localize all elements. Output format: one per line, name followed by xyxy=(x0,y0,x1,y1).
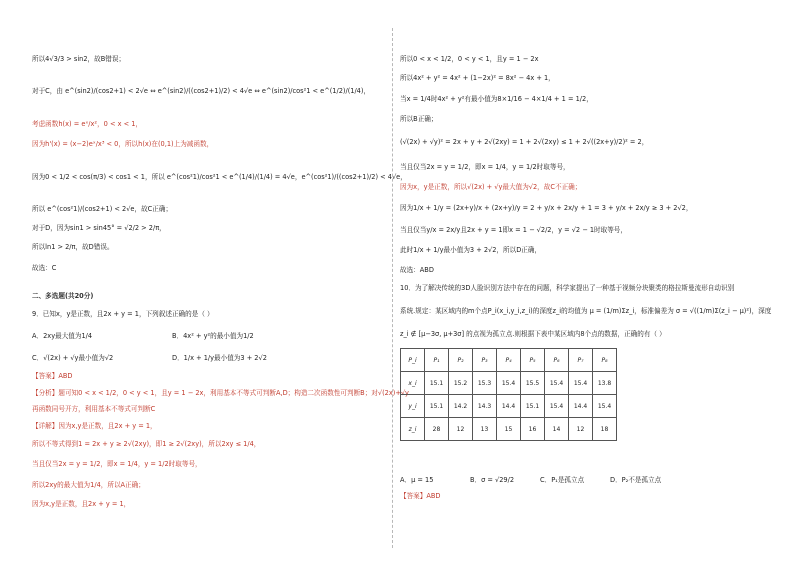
table-cell: x_i xyxy=(401,372,425,395)
right-line-10: 此时1/x + 1/y最小值为3 + 2√2，所以D正确， xyxy=(400,246,542,254)
left-solution-line: 故选：C xyxy=(32,264,57,272)
q9-detail-line-4: 所以2xy的最大值为1/4，所以A正确； xyxy=(32,481,145,489)
q9-analysis-line-1: 【分析】题可知0 < x < 1/2，0 < y < 1，且y = 1 − 2x，利用基本不等式可判断A,D；构造二次函数性可判断B；对√(2x)+√y xyxy=(32,389,409,397)
table-cell: z_i xyxy=(401,418,425,441)
table-cell: 15 xyxy=(497,418,521,441)
q9-stem: 9．已知x，y是正数，且2x + y = 1，下列叙述正确的是（ ） xyxy=(32,310,214,318)
table-cell: 15.1 xyxy=(521,395,545,418)
q9-detail-line-3: 当且仅当2x = y = 1/2，即x = 1/4，y = 1/2时取等号， xyxy=(32,460,202,468)
table-cell: 14.4 xyxy=(569,395,593,418)
right-line-4: 所以B正确； xyxy=(400,115,438,123)
q10-option-c: C．P₁是孤立点 xyxy=(540,476,585,484)
left-solution-line: 所以 e^(cos²1)/(cos2+1) < 2√e，故C正确； xyxy=(32,205,173,213)
q10-line-3: z_i ∉ [μ−3σ, μ+3σ] 的点视为孤立点.则根据下表中某区域内8个点的数据，正确的有（ ） xyxy=(400,330,666,338)
left-solution-line: 所以4√3/3 > sin2，故B错误； xyxy=(32,55,126,63)
right-line-6: 当且仅当2x = y = 1/2，即x = 1/4，y = 1/2时取等号， xyxy=(400,163,570,171)
table-cell: 15.4 xyxy=(497,372,521,395)
table-header-cell: P₅ xyxy=(521,349,545,372)
q9-option-c: C．√(2x) + √y最小值为√2 xyxy=(32,354,114,362)
right-line-9: 当且仅当y/x = 2x/y且2x + y = 1即x = 1 − √2/2，y = √2 − 1时取等号， xyxy=(400,226,627,234)
table-cell: 15.1 xyxy=(425,372,449,395)
q9-analysis-line-2: 再函数同号开方，利用基本不等式可判断C xyxy=(32,405,156,413)
table-cell: 15.5 xyxy=(521,372,545,395)
table-header-cell: P_i xyxy=(401,349,425,372)
left-solution-line: 所以ln1 > 2/π，故D错误。 xyxy=(32,243,114,251)
q10-option-a: A．μ = 15 xyxy=(400,476,434,484)
left-solution-line: 对于C，由 e^(sin2)/(cos2+1) < 2√e ⇔ e^(sin2)/((cos2+1)/2) < 4√e ⇔ e^(sin2)/cos²1 < e^(1/2)/(1/4)， xyxy=(32,87,371,95)
q9-detail-line-5: 因为x,y是正数，且2x + y = 1， xyxy=(32,500,131,508)
left-solution-line: 因为h'(x) = (x−2)eˣ/x³ < 0，所以h(x)在(0,1)上为减函数， xyxy=(32,140,214,148)
table-cell: 13 xyxy=(473,418,497,441)
q10-line-2: 系统.规定：某区域内的m个点P_i(x_i,y_i,z_i)的深度z_i的均值为 μ = (1/m)Σz_i，标准偏差为 σ = √((1/m)Σ(z_i − μ)²)，深度 xyxy=(400,307,772,315)
table-cell: 28 xyxy=(425,418,449,441)
right-line-8: 因为1/x + 1/y = (2x+y)/x + (2x+y)/y = 2 + y/x + 2x/y + 1 = 3 + y/x + 2x/y ≥ 3 + 2√2， xyxy=(400,204,693,212)
table-cell: 15.2 xyxy=(449,372,473,395)
table-header-cell: P₁ xyxy=(425,349,449,372)
table-cell: 15.4 xyxy=(569,372,593,395)
table-header-cell: P₈ xyxy=(593,349,617,372)
q9-detail-line-2: 所以不等式得到1 = 2x + y ≥ 2√(2xy)，即1 ≥ 2√(2xy)，所以2xy ≤ 1/4， xyxy=(32,440,261,448)
table-cell: 14.4 xyxy=(497,395,521,418)
table-cell: 14.2 xyxy=(449,395,473,418)
table-cell: 12 xyxy=(449,418,473,441)
right-line-1: 所以0 < x < 1/2，0 < y < 1，且y = 1 − 2x xyxy=(400,55,539,63)
table-cell: 15.4 xyxy=(545,372,569,395)
q9-answer: 【答案】ABD xyxy=(32,372,73,380)
q10-line-1: 10．为了解决传统的3D人脸识别方法中存在的问题，科学家提出了一种基于视频分块聚类的格拉斯曼流形自动识别 xyxy=(400,284,735,292)
table-cell: 15.4 xyxy=(545,395,569,418)
table-row xyxy=(401,395,617,418)
right-line-5: (√(2x) + √y)² = 2x + y + 2√(2xy) = 1 + 2√(2xy) ≤ 1 + 2√((2x+y)/2)² = 2， xyxy=(400,138,649,146)
left-solution-line: 对于D，因为sin1 > sin45° = √2/2 > 2/π， xyxy=(32,224,166,232)
right-line-11: 故选：ABD xyxy=(400,266,434,274)
table-cell: 15.1 xyxy=(425,395,449,418)
q9-option-a: A．2xy最大值为1/4 xyxy=(32,332,93,340)
table-row xyxy=(401,418,617,441)
table-header-row xyxy=(401,349,617,372)
table-cell: 15.3 xyxy=(473,372,497,395)
table-cell: 18 xyxy=(593,418,617,441)
table-cell: 14 xyxy=(545,418,569,441)
table-header-cell: P₆ xyxy=(545,349,569,372)
table-cell: 14.3 xyxy=(473,395,497,418)
q10-option-d: D．P₂不是孤立点 xyxy=(610,476,662,484)
table-header-cell: P₂ xyxy=(449,349,473,372)
table-cell: 16 xyxy=(521,418,545,441)
right-line-2: 所以4x² + y² = 4x² + (1−2x)² = 8x² − 4x + 1， xyxy=(400,74,555,82)
q10-option-b: B．σ = √29/2 xyxy=(470,476,515,484)
section-title: 二、多选题(共20分) xyxy=(32,292,94,300)
left-solution-line: 考虑函数h(x) = eˣ/x²，0 < x < 1， xyxy=(32,120,142,128)
right-line-7: 因为x，y是正数，所以√(2x) + √y最大值为√2，故C不正确； xyxy=(400,183,582,191)
table-header-cell: P₇ xyxy=(569,349,593,372)
q10-answer: 【答案】ABD xyxy=(400,492,441,500)
table-cell: 15.4 xyxy=(593,395,617,418)
right-line-3: 当x = 1/4时4x² + y²有最小值为8×1/16 − 4×1/4 + 1 = 1/2， xyxy=(400,95,593,103)
q9-option-d: D．1/x + 1/y最小值为3 + 2√2 xyxy=(172,354,267,362)
table-header-cell: P₄ xyxy=(497,349,521,372)
data-table xyxy=(400,348,617,441)
table-row xyxy=(401,372,617,395)
table-header-cell: P₃ xyxy=(473,349,497,372)
table-cell: 13.8 xyxy=(593,372,617,395)
q9-detail-line-1: 【详解】因为x,y是正数，且2x + y = 1， xyxy=(32,422,157,430)
table-cell: 12 xyxy=(569,418,593,441)
q9-option-b: B．4x² + y²的最小值为1/2 xyxy=(172,332,254,340)
left-solution-line: 因为0 < 1/2 < cos(π/3) < cos1 < 1，所以 e^(cos²1)/cos²1 < e^(1/4)/(1/4) = 4√e，e^(cos²1)/((cos2+1)/2) < 4√e， xyxy=(32,173,407,181)
column-divider xyxy=(392,28,393,548)
table-cell: y_i xyxy=(401,395,425,418)
